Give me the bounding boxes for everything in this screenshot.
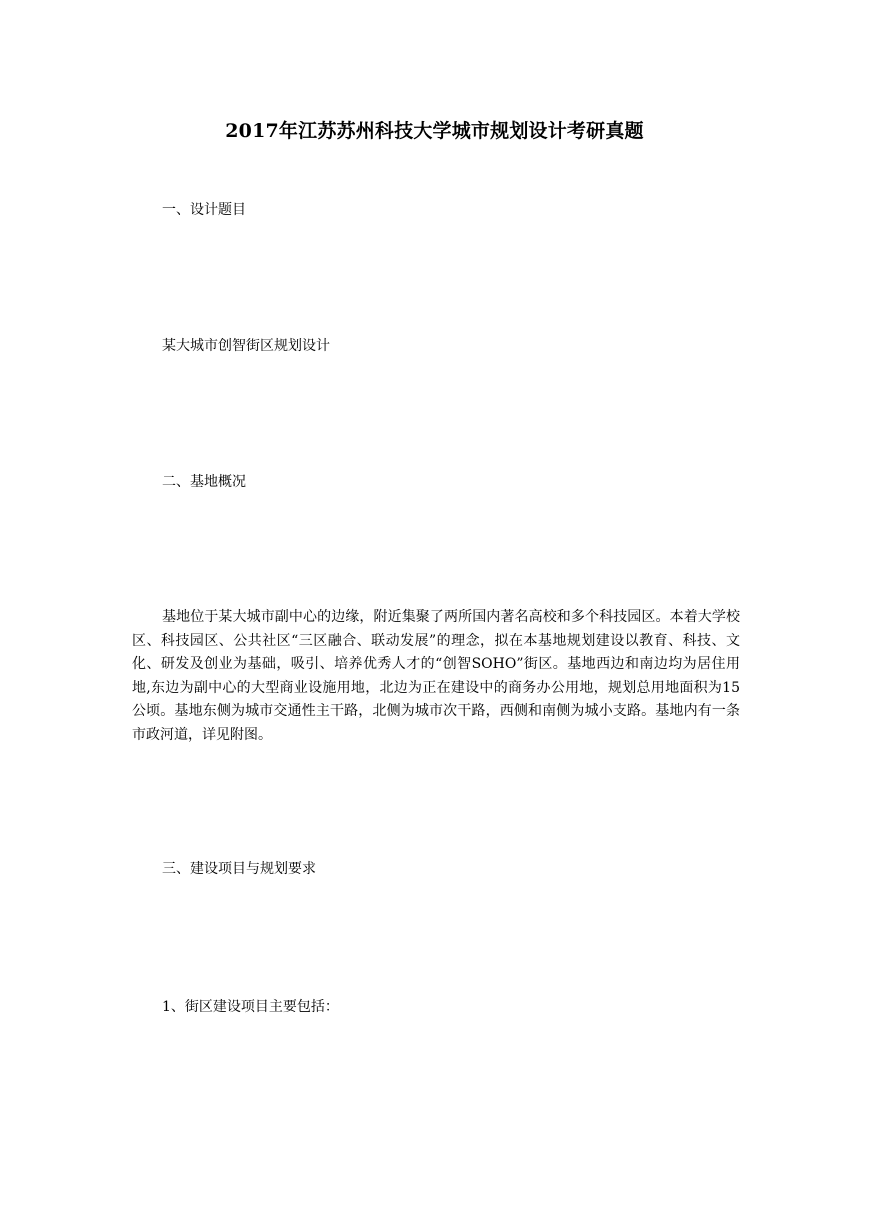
page-title: 2017年江苏苏州科技大学城市规划设计考研真题: [225, 120, 644, 142]
section-heading-site-overview: 二、基地概况: [162, 474, 246, 490]
section-heading-project-requirements: 三、建设项目与规划要求: [162, 861, 316, 877]
design-topic-text: 某大城市创智街区规划设计: [162, 338, 330, 354]
section-heading-design-topic: 一、设计题目: [162, 202, 246, 218]
list-item-project-contents: 1、街区建设项目主要包括：: [162, 999, 339, 1015]
site-overview-paragraph: 基地位于某大城市副中心的边缘，附近集聚了两所国内著名高校和多个科技园区。本着大学校区、科技园区、公共社区“三区融合、联动发展”的理念，拟在本基地规划建设以教育、科技、文化、研发及创业为基础，吸引、培养优秀人才的“创智SOHO”街区。基地西边和南边均为居住用地,东边为副中心的大型商业设施用地，北边为正在建设中的商务办公用地，规划总用地面积为15公顷。基地东侧为城市交通性主干路，北侧为城市次干路，西侧和南侧为城小支路。基地内有一条市政河道，详见附图。: [132, 609, 740, 743]
